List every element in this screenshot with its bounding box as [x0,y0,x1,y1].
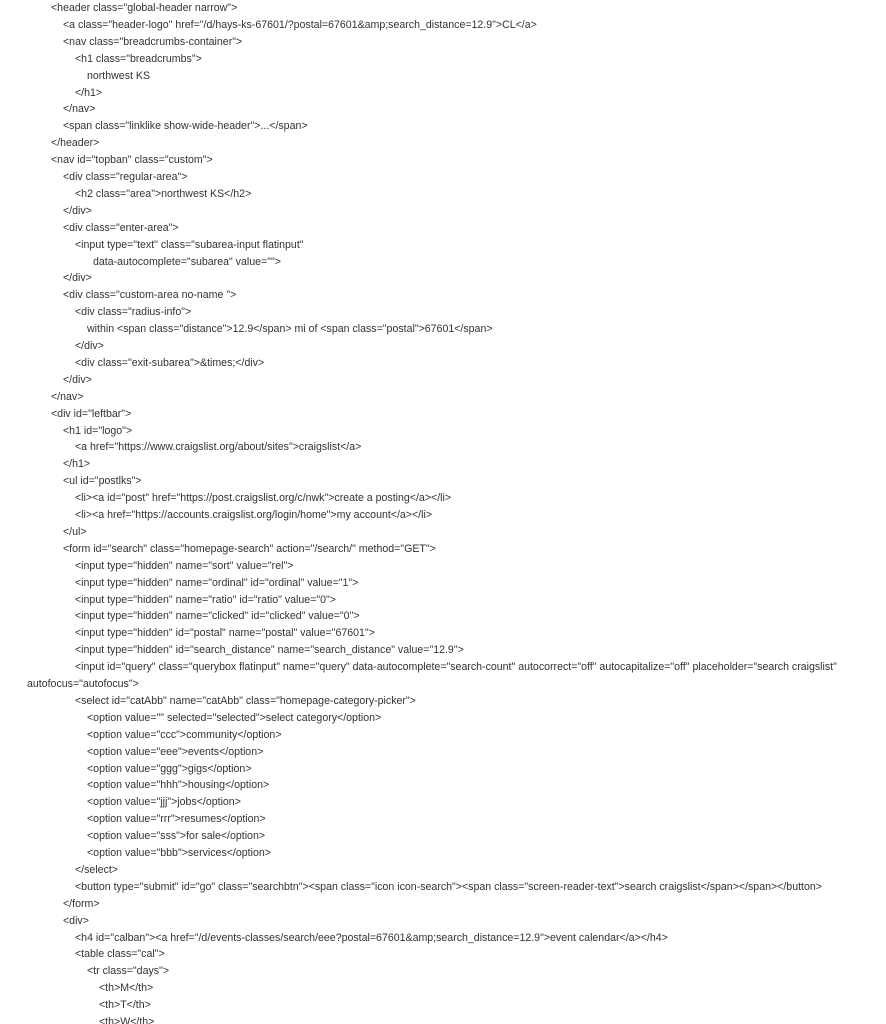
source-line: <option value="ggg">gigs</option> [87,762,252,775]
source-line: </ul> [63,525,87,538]
source-line: <li><a id="post" href="https://post.craigslist.org/c/nwk">create a posting</a></li> [75,492,452,505]
source-line: <div class="regular-area"> [63,171,188,183]
source-line: <div id="leftbar"> [51,407,132,420]
source-line: </h1> [63,458,91,471]
source-line: <li><a href="https://accounts.craigslist.org/login/home">my account</a></li> [75,509,433,521]
source-line: <header class="global-header narrow"> [51,2,238,14]
source-line: </h1> [75,86,103,99]
source-line: <ul id="postlks"> [63,475,142,488]
source-line: <option value="" selected="selected">select category</option> [87,711,382,724]
source-line: </div> [63,272,92,285]
source-line: <nav id="topban" class="custom"> [51,154,213,167]
source-line: <input type="hidden" name="ordinal" id="ordinal" value="1"> [75,576,359,589]
source-line: </nav> [63,103,96,116]
source-line: autofocus="autofocus"> [27,678,139,690]
source-line: <select id="catAbb" name="catAbb" class="homepage-category-picker"> [75,694,416,707]
source-line: <option value="ccc">community</option> [87,728,282,741]
source-line: <h1 id="logo"> [63,424,133,437]
source-line: <a class="header-logo" href="/d/hays-ks-67601/?postal=67601&amp;search_distance=12.9">CL</a> [63,18,537,31]
source-line: <h1 class="breadcrumbs"> [75,52,202,65]
source-line: <option value="sss">for sale</option> [87,830,266,843]
source-line: data-autocomplete="subarea" value=""> [93,255,281,268]
source-line: <div class="enter-area"> [63,221,179,234]
source-line: </div> [75,340,104,352]
source-line: <input type="hidden" name="clicked" id="clicked" value="0"> [75,610,360,623]
source-line: <div class="custom-area no-name "> [63,289,237,302]
source-line: <table class="cal"> [75,948,165,961]
source-line: <option value="eee">events</option> [87,745,264,758]
source-line: <input id="query" class="querybox flatinput" name="query" data-autocomplete="search-count" autocorrect="off" autocapitalize="off" placeholder="search craigslist" [75,661,837,674]
source-line: </select> [75,863,118,876]
source-line: northwest KS [87,69,151,82]
source-line: <h2 class="area">northwest KS</h2> [75,187,252,200]
source-line: <input type="hidden" id="postal" name="postal" value="67601"> [75,627,375,640]
source-line: <div class="exit-subarea">&times;</div> [75,356,265,369]
source-line: <option value="jjj">jobs</option> [87,796,241,809]
source-line: within <span class="distance">12.9</span> mi of <span class="postal">67601</span> [87,323,493,336]
source-line: <th>M</th> [99,982,154,995]
source-line: <input type="hidden" name="ratio" id="ratio" value="0"> [75,593,336,606]
source-line: <div> [63,914,89,927]
source-line: <tr class="days"> [87,965,170,978]
source-line: </header> [51,137,100,150]
source-line: </nav> [51,390,84,403]
source-line: </div> [63,373,92,386]
source-line: </form> [63,897,100,910]
source-line: <th>W</th> [99,1016,155,1024]
source-line: <input type="hidden" name="sort" value="rel"> [75,559,294,572]
source-line: <form id="search" class="homepage-search" action="/search/" method="GET"> [63,542,436,555]
source-line: <input type="text" class="subarea-input flatinput" [75,238,304,251]
source-line: <th>T</th> [99,999,151,1012]
source-line: <span class="linklike show-wide-header">...</span> [63,120,308,133]
source-line: </div> [63,204,92,217]
source-line: <option value="bbb">services</option> [87,847,271,859]
source-line: <option value="rrr">resumes</option> [87,813,266,826]
source-line: <div class="radius-info"> [75,306,192,319]
source-line: <nav class="breadcrumbs-container"> [63,35,243,48]
source-line: <option value="hhh">housing</option> [87,779,270,792]
source-line: <a href="https://www.craigslist.org/about/sites">craigslist</a> [75,441,362,454]
source-line: <button type="submit" id="go" class="searchbtn"><span class="icon icon-search"><span class="screen-reader-text">search craigslist</span></span></button> [75,880,822,893]
source-line: <input type="hidden" id="search_distance" name="search_distance" value="12.9"> [75,644,464,657]
source-line: <h4 id="calban"><a href="/d/events-classes/search/eee?postal=67601&amp;search_distance=12.9">event calendar</a></h4> [75,931,668,944]
